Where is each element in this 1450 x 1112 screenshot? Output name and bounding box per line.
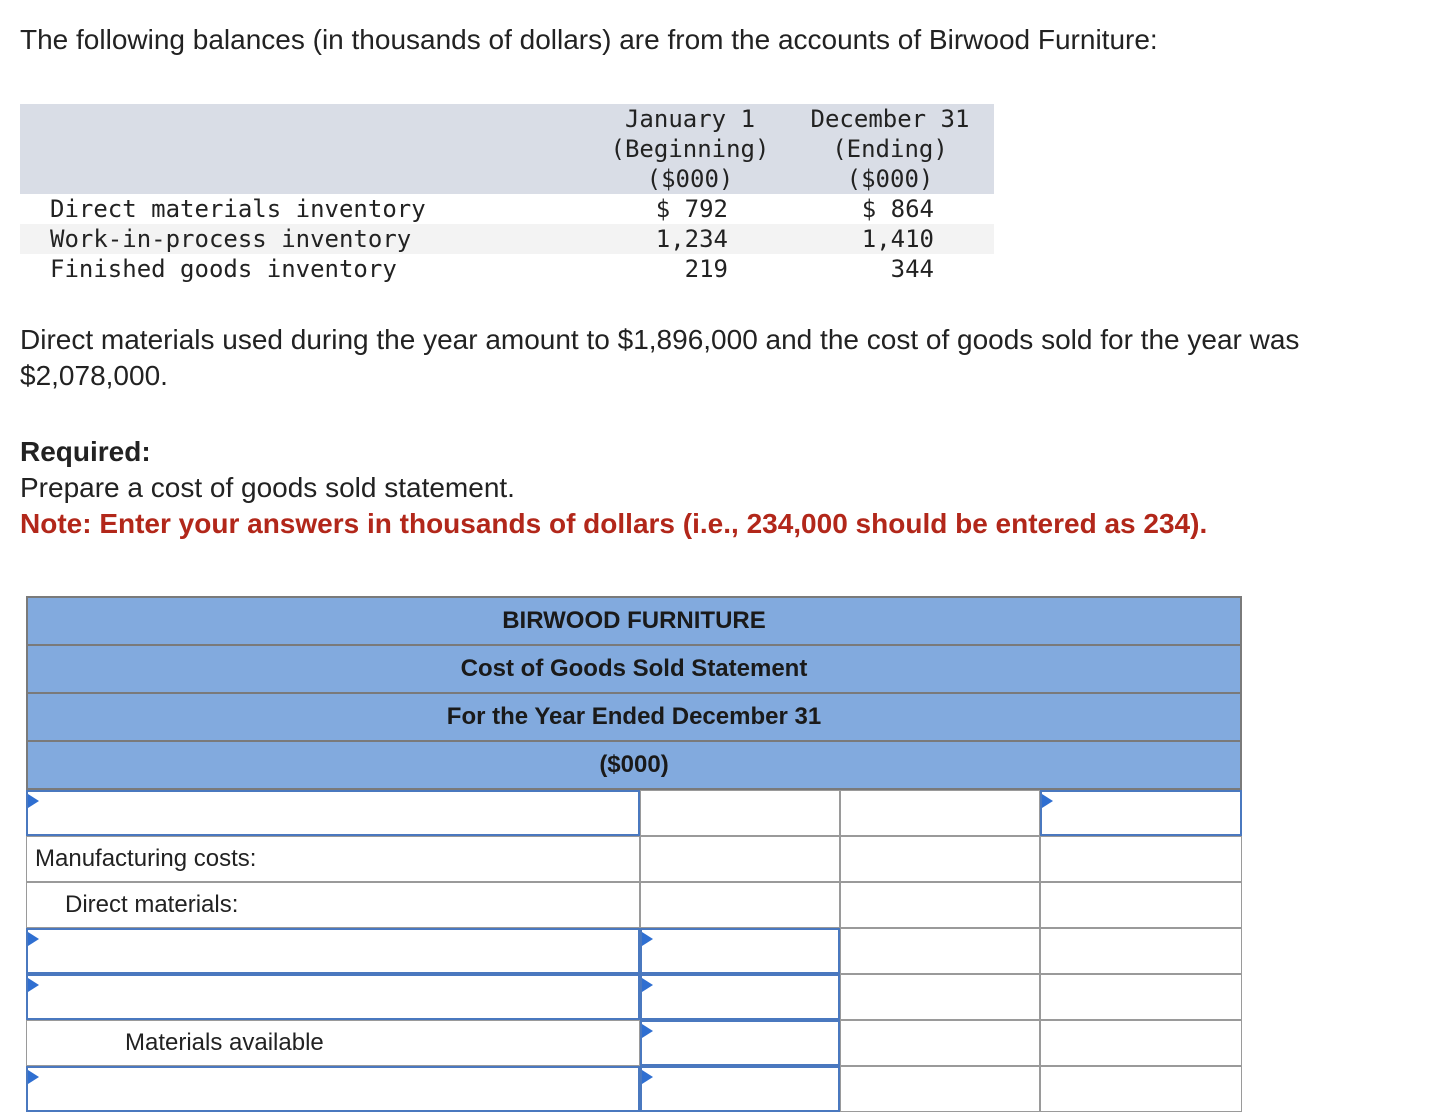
statement-amount-cell xyxy=(840,1066,1040,1112)
statement-amount-cell xyxy=(840,836,1040,882)
statement-row xyxy=(26,790,1242,836)
cogs-statement xyxy=(26,596,1242,1112)
statement-total-cell xyxy=(1040,1066,1242,1112)
statement-label-input[interactable] xyxy=(26,1066,640,1112)
statement-row-label: Direct materials: xyxy=(65,891,239,918)
statement-company: BIRWOOD FURNITURE xyxy=(26,596,1242,646)
beginning-column-header: January 1 (Beginning) ($000) xyxy=(610,105,770,193)
balance-row: Direct materials inventory $ 792 $ 864 xyxy=(50,195,934,223)
required-section xyxy=(20,434,1207,542)
statement-row xyxy=(26,928,1242,974)
balances-header xyxy=(20,104,994,194)
statement-row xyxy=(26,882,1242,928)
statement-row xyxy=(26,1066,1242,1112)
statement-amount-input[interactable] xyxy=(640,974,840,1020)
statement-total-cell xyxy=(1040,1020,1242,1066)
statement-period: For the Year Ended December 31 xyxy=(26,694,1242,742)
required-text: Prepare a cost of goods sold statement. xyxy=(20,472,515,503)
statement-amount-input[interactable] xyxy=(640,1066,840,1112)
statement-title: Cost of Goods Sold Statement xyxy=(26,646,1242,694)
statement-row-label: Manufacturing costs: xyxy=(35,845,257,872)
statement-label-cell xyxy=(26,882,640,928)
statement-amount-cell xyxy=(840,974,1040,1020)
statement-amount-cell xyxy=(840,1020,1040,1066)
statement-grid xyxy=(26,790,1242,1112)
statement-row-label: Materials available xyxy=(125,1029,324,1056)
statement-amount-cell xyxy=(840,882,1040,928)
intro-text: The following balances (in thousands of dollars) are from the accounts of Birwood Furniture: xyxy=(20,24,1158,55)
required-note: Note: Enter your answers in thousands of dollars (i.e., 234,000 should be entered as 234). xyxy=(20,508,1208,539)
statement-label-cell xyxy=(26,1020,640,1066)
balance-row: Finished goods inventory 219 344 xyxy=(50,255,934,283)
statement-amount-cell xyxy=(840,790,1040,836)
required-title: Required: xyxy=(20,436,151,467)
statement-total-cell xyxy=(1040,928,1242,974)
statement-total-cell xyxy=(1040,882,1242,928)
statement-label-cell xyxy=(26,836,640,882)
statement-row xyxy=(26,1020,1242,1066)
balance-row: Work-in-process inventory 1,234 1,410 xyxy=(20,224,994,254)
statement-total-cell xyxy=(1040,974,1242,1020)
statement-amount-cell xyxy=(640,790,840,836)
statement-amount-cell xyxy=(640,882,840,928)
statement-row xyxy=(26,836,1242,882)
statement-amount-input[interactable] xyxy=(640,928,840,974)
statement-total-input[interactable] xyxy=(1040,790,1242,836)
statement-amount-input[interactable] xyxy=(640,1020,840,1066)
statement-amount-cell xyxy=(640,836,840,882)
statement-amount-cell xyxy=(840,928,1040,974)
ending-column-header: December 31 (Ending) ($000) xyxy=(810,105,970,193)
statement-total-cell xyxy=(1040,836,1242,882)
statement-label-input[interactable] xyxy=(26,790,640,836)
balances-table xyxy=(20,104,994,284)
statement-units: ($000) xyxy=(26,742,1242,790)
problem-paragraph: Direct materials used during the year amount to $1,896,000 and the cost of goods sold for the year was $2,078,000. xyxy=(20,324,1300,391)
statement-label-input[interactable] xyxy=(26,928,640,974)
statement-label-input[interactable] xyxy=(26,974,640,1020)
statement-row xyxy=(26,974,1242,1020)
